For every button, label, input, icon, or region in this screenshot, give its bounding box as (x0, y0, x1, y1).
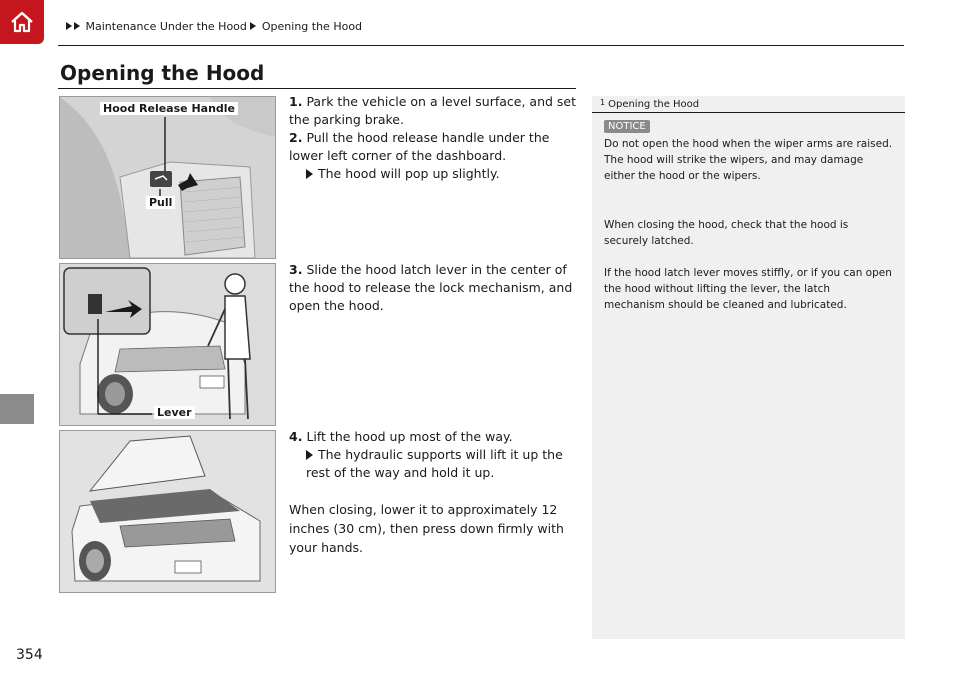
step-4-number: 4. (289, 429, 303, 444)
home-icon (8, 8, 36, 36)
notes-panel-title: Opening the Hood (608, 99, 700, 110)
hood-release-handle-label: Hood Release Handle (100, 102, 238, 115)
breadcrumb-page-link[interactable]: Opening the Hood (261, 20, 363, 33)
breadcrumb-section-link[interactable]: Maintenance Under the Hood (85, 20, 247, 33)
breadcrumb-arrow-icon (66, 22, 72, 30)
step-2-result-text: The hood will pop up slightly. (318, 166, 500, 181)
step-4-text: Lift the hood up most of the way. (306, 429, 513, 444)
notice-badge: NOTICE (604, 120, 650, 133)
step-1 (289, 93, 579, 129)
pull-label: Pull (146, 196, 175, 209)
step-4-result (289, 446, 579, 482)
step-3 (289, 261, 579, 315)
step-3-text: Slide the hood latch lever in the center of the hood to release the lock mechanism, and open the hood. (289, 262, 573, 313)
hood-release-handle-figure (59, 96, 276, 259)
step-4 (289, 428, 579, 446)
result-arrow-icon (306, 169, 313, 179)
step-1-text: Park the vehicle on a level surface, and set the parking brake. (289, 94, 577, 127)
section-tab-marker (0, 394, 34, 424)
hood-open-figure (59, 430, 276, 593)
notice-text: Do not open the hood when the wiper arms are raised. The hood will strike the wipers, and may damage either the hood or the wipers. (604, 138, 893, 182)
step-2 (289, 129, 579, 165)
title-divider (58, 88, 576, 89)
notes-panel-heading (600, 98, 699, 110)
home-button[interactable] (0, 0, 44, 44)
step-4-result-text: The hydraulic supports will lift it up the rest of the way and hold it up. (306, 447, 563, 480)
latch-maintenance-text: If the hood latch lever moves stiffly, or if you can open the hood without lifting the lever, the latch mechanism should be cleaned and lubricated. (604, 267, 892, 311)
notes-panel-divider (592, 112, 905, 113)
result-arrow-icon (306, 450, 313, 460)
step-2-text: Pull the hood release handle under the lower left corner of the dashboard. (289, 130, 550, 163)
breadcrumb (66, 20, 362, 33)
closing-note: When closing, lower it to approximately 12 inches (30 cm), then press down firmly with your hands. (289, 502, 564, 555)
breadcrumb-arrow-icon (74, 22, 80, 30)
hood-open-illustration (60, 431, 275, 592)
step-2-number: 2. (289, 130, 303, 145)
hood-latch-illustration (60, 264, 275, 425)
step-3-block (289, 261, 579, 315)
page-number: 354 (16, 647, 43, 663)
page-title: Opening the Hood (60, 61, 265, 85)
closing-check-text: When closing the hood, check that the hood is securely latched. (604, 219, 849, 247)
step-4-block (289, 428, 579, 482)
steps-1-2 (289, 93, 579, 183)
step-1-number: 1. (289, 94, 303, 109)
step-3-number: 3. (289, 262, 303, 277)
reference-mark: 1 (600, 98, 606, 107)
breadcrumb-arrow-icon (250, 22, 256, 30)
hood-release-illustration (60, 97, 275, 258)
step-2-result (289, 165, 579, 183)
lever-label: Lever (154, 406, 195, 419)
header-divider (58, 45, 904, 46)
hood-latch-lever-figure (59, 263, 276, 426)
